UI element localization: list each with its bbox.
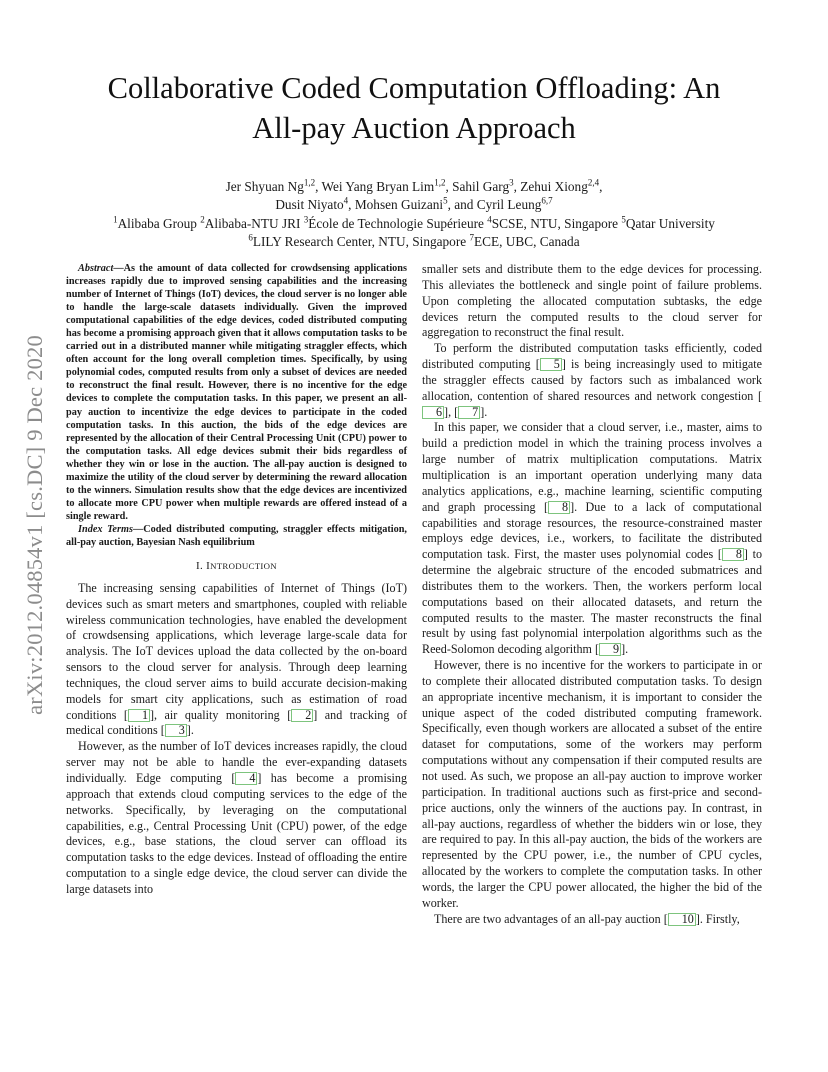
intro-paragraph-2: However, as the number of IoT devices increases rapidly, the cloud server may not be able to handle the ever-expanding datasets individually. Edge computing [ 4 ] has become a promising approach that extends cloud computing services to the edge of the networks. Specifically, by leveraging on the computational capabilities, e.g., Central Processing Unit (CPU) power, of the edge devices, e.g., base stations, the cloud server can offload its computation tasks to the edge devices. Instead of offloading the entire computation to a single edge device, the cloud server can divide the large datasets into [66, 739, 407, 896]
citation-link[interactable]: 8 [548, 501, 570, 514]
citation-link[interactable]: 1 [128, 709, 150, 722]
paragraph-system-model: In this paper, we consider that a cloud server, i.e., master, aims to build a prediction model in which the training process involves a large number of matrix multiplication computations. Matrix multiplication is an important operation underlying many data analytics applications, e.g., machine learning, scientific computing and graph processing [ 8 ]. Due to a lack of computational capabilities and storage resources, the resource-constrained master employs edge devices, i.e., workers, to facilitate the distributed computation task. First, the master uses polynomial codes [ 8 ] to determine the algebraic structure of the encoded submatrices and distributes them to the workers. Then, the workers perform local computations based on their allocated datasets, and return the computed results to the master. The master reconstructs the final result by using fast polynomial interpolation algorithms such as the Reed-Solomon decoding algorithm [ 9 ]. [422, 420, 762, 657]
abstract-text: —As the amount of data collected for crowdsensing applications increases rapidly due to improved sensing capabilities and the increasing number of Internet of Things (IoT) devices, the cloud server is no longer able to handle the large-scale datasets individually. Given the improved computational capabilities of the edge devices, coded distributed computing has become a promising approach given that it allows computation tasks to be carried out in a distributed manner while mitigating straggler effects, which often account for the long overall completion times. Specifically, by using polynomial codes, computed results from only a subset of devices are needed to reconstruct the final result. However, there is no incentive for the edge devices to complete the computation tasks. In this paper, we present an all-pay auction to incentivize the edge devices to participate in the coded computation tasks. In this auction, the bids of the edge devices are represented by the allocation of their Central Processing Unit (CPU) power to the computation tasks. All edge devices submit their bids regardless of whether they win or lose in the auction. The all-pay auction is designed to maximize the utility of the cloud server by determining the reward allocation to the winners. Simulation results show that the edge devices are incentivized to allocate more CPU power when multiple rewards are offered instead of a single reward. [66, 263, 407, 522]
citation-link[interactable]: 9 [599, 643, 621, 656]
body-text: To perform the distributed computation tasks efficiently, coded distributed computing [422, 341, 762, 372]
section-number: I. [196, 560, 207, 573]
citation-link[interactable]: 2 [291, 709, 313, 722]
affiliation: Qatar University [625, 215, 715, 231]
author-name: , and Cyril Leung [447, 197, 542, 213]
citation-link[interactable]: 7 [458, 406, 480, 419]
author-name: , Zehui Xiong [513, 179, 588, 194]
affiliation: LILY Research Center, NTU, Singapore [252, 233, 470, 249]
author-affil-sup: 1,2 [434, 177, 446, 188]
citation-link[interactable]: 6 [422, 406, 444, 419]
author-affil-sup: 6,7 [541, 195, 553, 206]
body-text: However, as the number of IoT devices increases rapidly, the cloud server may not be able to handle the ever-expanding datasets individually. Edge computing [66, 739, 407, 785]
section-title-initial: I [206, 560, 211, 573]
paragraph-continuation: smaller sets and distribute them to the edge devices for processing. This alleviates the bottleneck and single point of failure problems. Upon completing the allocated computation subtasks, the edge devices return the computed results to the cloud server for aggregation to reconstruct the final result. [422, 262, 762, 340]
body-text: . [190, 723, 194, 738]
body-text: The increasing sensing capabilities of Internet of Things (IoT) devices such as smart meters and smartphones, coupled with reliable wireless communication technologies, have enabled the development of crowdsensing applications, which leverage large-scale data for analysis. The IoT devices upload the data collected by the on-board sensors to the cloud server for analysis. Through deep learning techniques, the cloud server aims to build accurate decision-making models for smart city applications, such as estimation of road conditions [66, 580, 407, 722]
body-text: . [625, 642, 629, 657]
author-name: , Wei Yang Bryan Lim [315, 179, 435, 194]
affiliation: SCSE, NTU, Singapore [491, 215, 622, 231]
abstract [66, 262, 407, 523]
section-heading [66, 559, 407, 575]
paragraph-incentive: However, there is no incentive for the workers to participate in or to complete their allocated distributed computation tasks. To design an appropriate incentive mechanism, it is important to consider the unique aspect of the coded distributed computing framework. Specifically, even though workers are allocated a subset of the entire dataset for computations, some of the workers may perform computations without any compensation if their computed results are not used. As such, we propose an all-pay auction to improve worker participation. In traditional auctions such as first-price and second-price auctions, only the winners of the auctions pay. In contrast, in all-pay auctions, regardless of whether the bidders win or lose, they are required to pay. In this all-pay auction, the bids of the workers are represented by the CPU power, i.e., the number of CPU cycles, allocated by the workers to complete the computation tasks. In other words, the larger the CPU power allocated, the higher the bid of the worker. [422, 658, 762, 910]
affil-sup: 2 [200, 214, 205, 225]
affil-sup: 3 [303, 214, 309, 225]
author-affil-sup: 3 [509, 177, 514, 188]
author-block [50, 178, 778, 251]
citation-link[interactable]: 10 [668, 913, 696, 926]
affil-sup: 7 [469, 232, 474, 243]
citation-link[interactable]: 8 [722, 548, 744, 561]
affil-sup: 6 [248, 232, 253, 243]
arxiv-stamp [22, 290, 47, 760]
body-text: There are two advantages of an all-pay auction [434, 911, 664, 926]
citation-link[interactable]: 4 [235, 772, 257, 785]
affiliation: Alibaba-NTU JRI [204, 215, 304, 231]
author-affil-sup: 1,2 [303, 177, 316, 188]
body-text: In this paper, we consider that a cloud server, i.e., master, aims to build a prediction model in which the training process involves a large number of matrix multiplication computations. Matrix multiplication is an important operation underlying many data analytics applications, e.g., machine learning, scientific computing and graph processing [422, 420, 762, 514]
intro-paragraph-1: The increasing sensing capabilities of Internet of Things (IoT) devices such as smart meters and smartphones, coupled with reliable wireless communication technologies, have enabled the development of crowdsensing applications, which leverage large-scale data for analysis. The IoT devices upload the data collected by the on-board sensors to the cloud server for analysis. Through deep learning techniques, the cloud server aims to build accurate decision-making models for smart city applications, such as estimation of road conditions [ 1 ], air quality monitoring [ 2 ] and tracking of medical conditions [ 3 ]. [66, 580, 407, 738]
author-affil-sup: 4 [343, 195, 349, 206]
citation-link[interactable]: 3 [165, 724, 187, 737]
body-text: and tracking of medical conditions [66, 707, 407, 738]
body-text: . Firstly, [699, 911, 740, 926]
title-line-1: Collaborative Coded Computation Offloading: An [107, 71, 721, 105]
body-text: to determine the algebraic structure of the encoded submatrices and distributes them to the workers. Then, the workers perform local computations based on their allocated datasets, and return the computed results to the master. The master reconstructs the final result by using fast polynomial interpolation algorithms such as the Reed-Solomon decoding algorithm [422, 547, 762, 657]
author-name: , Mohsen Guizani [348, 197, 444, 213]
author-line-2 [50, 196, 778, 214]
index-terms-label: Index Terms [78, 523, 133, 535]
paragraph-coded-computing: To perform the distributed computation tasks efficiently, coded distributed computing [ 5 ] is being increasingly used to mitigate the straggler effects caused by factors such as imbalanced work allocation, contention of shared resources and network congestion [6 ], [ 7 ]. [422, 341, 762, 419]
author-affil-sup: 2,4 [587, 177, 600, 188]
paper-title [60, 68, 768, 148]
abstract-label: Abstract [78, 263, 114, 274]
author-separator: , [599, 179, 603, 194]
affiliation-line-1 [50, 215, 778, 233]
section-title-rest: NTRODUCTION [210, 561, 277, 572]
affiliation: Alibaba Group [117, 215, 201, 231]
body-text: . [484, 404, 488, 419]
author-name: Dusit Niyato [275, 197, 344, 213]
index-terms-text: —Coded distributed computing, straggler effects mitigation, all-pay auction, Bayesian Nash equilibrium [66, 523, 407, 548]
affil-sup: 4 [487, 214, 492, 225]
body-text: , [448, 404, 455, 419]
index-terms [66, 523, 407, 549]
affiliation-line-2 [50, 233, 778, 251]
affil-sup: 1 [113, 214, 118, 225]
affil-sup: 5 [621, 214, 626, 225]
arxiv-identifier[interactable]: arXiv:2012.04854v1 [cs.DC] 9 Dec 2020 [22, 335, 47, 715]
author-name: , Sahil Garg [445, 179, 510, 194]
author-affil-sup: 5 [443, 195, 448, 206]
title-line-2: All-pay Auction Approach [252, 111, 576, 145]
affiliation: École de Technologie Supérieure [308, 215, 488, 231]
author-line-1 [50, 178, 778, 196]
body-text: , air quality monitoring [154, 707, 288, 722]
left-column [66, 262, 407, 898]
citation-link[interactable]: 5 [540, 358, 562, 371]
author-name: Jer Shyuan Ng [225, 179, 304, 194]
body-text: . Due to a lack of computational capabilities and storage resources, the resource-constrained master employs edge devices, i.e., workers, to facilitate the distributed computation task. First, the master uses polynomial codes [422, 499, 762, 562]
right-column [422, 262, 762, 927]
affiliation: ECE, UBC, Canada [473, 233, 580, 249]
body-text: is being increasingly used to mitigate the straggler effects caused by factors such as imbalanced work allocation, contention of shared resources and network congestion [422, 357, 762, 403]
body-text: has become a promising approach that extends cloud computing services to the edge of the networks. Specifically, by leveraging on the computational capabilities, e.g., Central Processing Unit (CPU) power, of the edge devices, e.g., base stations, the cloud server can offload its computation tasks to the edge devices. Instead of offloading the entire computation to a single edge device, the cloud server can divide the large datasets into [66, 771, 407, 896]
paragraph-advantages: There are two advantages of an all-pay auction [ 10 ]. Firstly, [434, 911, 740, 926]
